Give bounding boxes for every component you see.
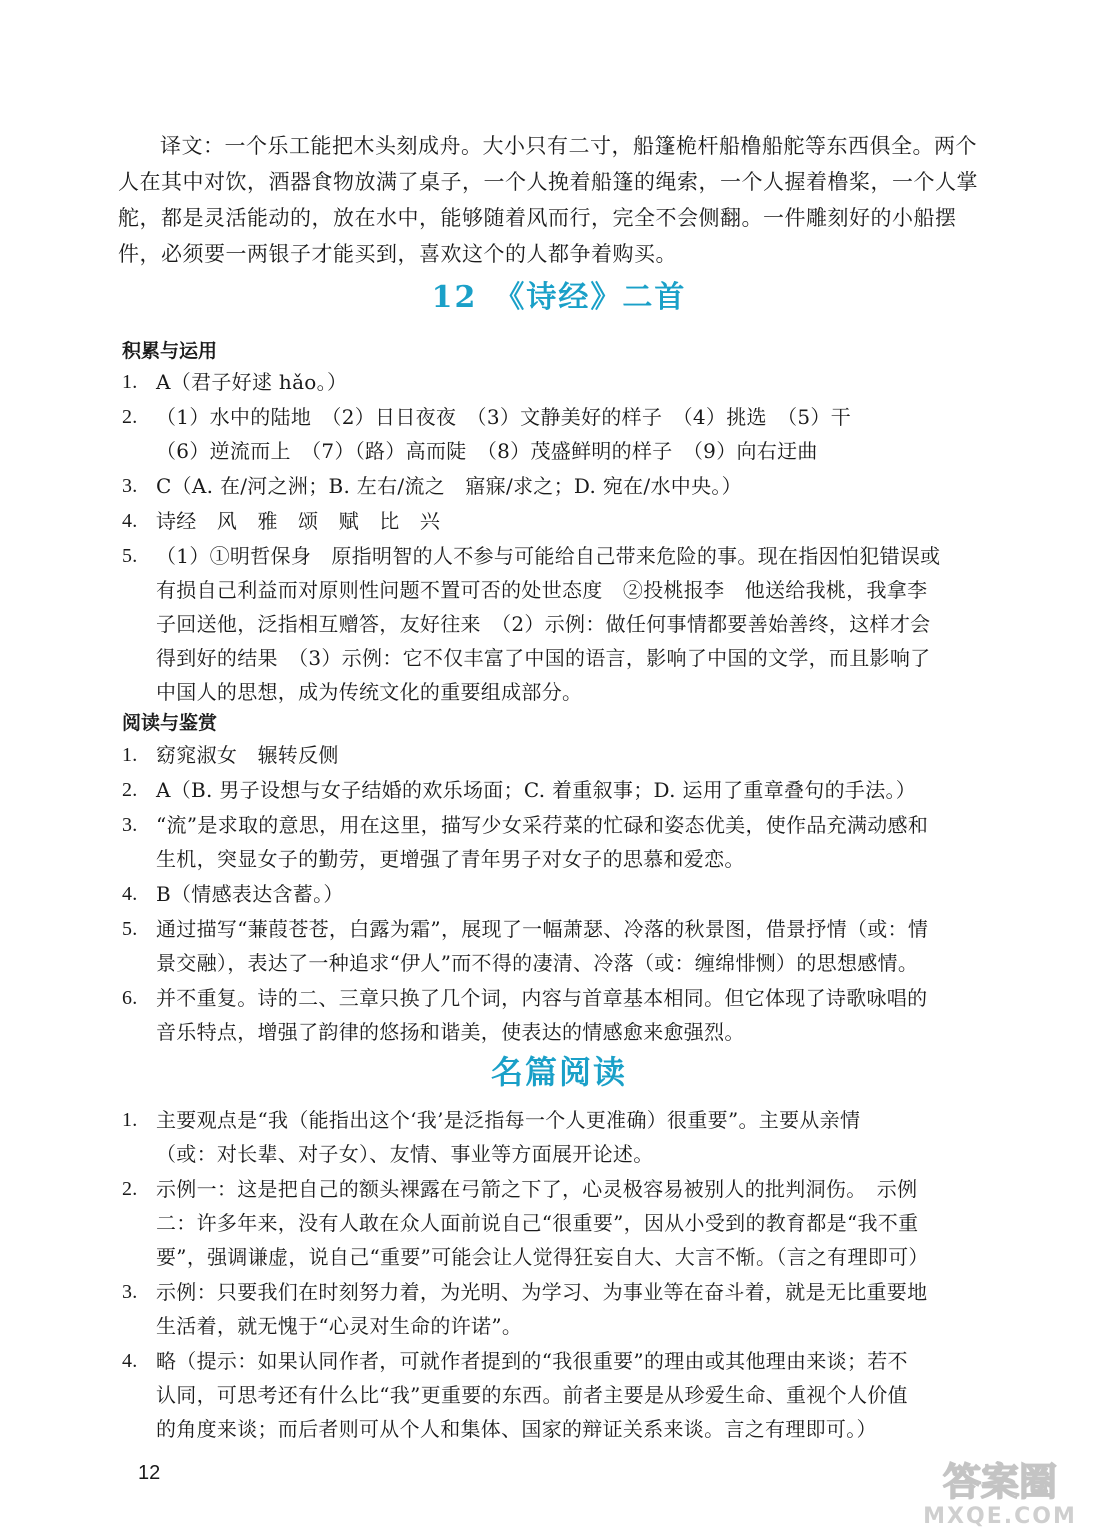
answer-text-line: 音乐特点，增强了韵律的悠扬和谐美，使表达的情感愈来愈强烈。 — [156, 1020, 745, 1044]
answer-number: 2. — [122, 779, 138, 801]
answer-text-line: 诗经 风 雅 颂 赋 比 兴 — [156, 509, 441, 533]
answer-text-line: B（情感表达含蓄。） — [156, 882, 344, 906]
answer-text-line: 生机，突显女子的勤劳，更增强了青年男子对女子的思慕和爱恋。 — [156, 847, 745, 871]
page-number: 12 — [138, 1462, 161, 1484]
answer-list-famous-reading — [122, 1103, 994, 1447]
answer-text-line: （1）水中的陆地 （2）日日夜夜 （3）文静美好的样子 （4）挑选 （5）干 — [156, 405, 852, 429]
answer-item — [122, 365, 994, 399]
watermark-line2: MXQE.COM — [923, 1504, 1077, 1527]
answer-number: 3. — [122, 814, 138, 836]
answer-number: 1. — [122, 1109, 138, 1131]
answer-list-reading — [122, 738, 994, 1050]
answer-text-line: 并不重复。诗的二、三章只换了几个词，内容与首章基本相同。但它体现了诗歌咏唱的 — [156, 986, 928, 1010]
answer-number: 5. — [122, 918, 138, 940]
answer-item — [122, 738, 994, 772]
answer-item — [122, 1172, 994, 1274]
answer-text-line: 中国人的思想，成为传统文化的重要组成部分。 — [156, 680, 583, 704]
answer-text-line: “流”是求取的意思，用在这里，描写少女采荇菜的忙碌和姿态优美，使作品充满动感和 — [156, 813, 929, 837]
answer-text-line: 的角度来谈；而后者则可从个人和集体、国家的辩证关系来谈。言之有理即可。） — [156, 1417, 877, 1441]
answer-number: 4. — [122, 510, 138, 532]
answer-text-line: 主要观点是“我（能指出这个‘我’是泛指每一个人更准确）很重要”。主要从亲情 — [156, 1108, 861, 1132]
watermark-logo — [890, 1455, 1102, 1527]
section-title-12: 12 《诗经》二首 — [431, 280, 687, 315]
translation-paragraph: 译文：一个乐工能把木头刻成舟。大小只有二寸，船篷桅杆船橹船舵等东西俱全。两个人在其中对饮，酒器食物放满了桌子，一个人挽着船篷的绳索，一个人握着橹桨，一个人掌舵，都是灵活能动的，放在水中，能够随着风而行，完全不会侧翻。一件雕刻好的小船摆件，必须要一两银子才能买到，喜欢这个的人都争着购买。 — [118, 134, 978, 266]
answer-item — [122, 912, 994, 980]
answer-item — [122, 981, 994, 1049]
answer-number: 3. — [122, 475, 138, 497]
answer-number: 2. — [122, 406, 138, 428]
answer-text-line: 略（提示：如果认同作者，可就作者提到的“我很重要”的理由或其他理由来谈；若不 — [156, 1349, 908, 1373]
answer-item — [122, 1103, 994, 1171]
answer-text-line: 景交融），表达了一种追求“伊人”而不得的凄清、冷落（或：缠绵悱恻）的思想感情。 — [156, 951, 919, 975]
answer-list-accumulation — [122, 365, 994, 710]
answer-text-line: 二：许多年来，没有人敢在众人面前说自己“很重要”，因从小受到的教育都是“我不重 — [156, 1211, 919, 1235]
answer-text-line: （1）①明哲保身 原指明智的人不参与可能给自己带来危险的事。现在指因怕犯错误或 — [156, 544, 941, 568]
answer-text-line: A（B. 男子设想与女子结婚的欢乐场面；C. 着重叙事；D. 运用了重章叠句的手法。） — [156, 778, 917, 802]
answer-text-line: 生活着，就无愧于“心灵对生命的许诺”。 — [156, 1314, 523, 1338]
answer-item — [122, 539, 994, 709]
answer-text-line: A（君子好逑 hǎo。） — [156, 370, 348, 394]
answer-item — [122, 1344, 994, 1446]
answer-text-line: 示例：只要我们在时刻努力着，为光明、为学习、为事业等在奋斗着，就是无比重要地 — [156, 1280, 928, 1304]
answer-number: 4. — [122, 1350, 138, 1372]
answer-item — [122, 808, 994, 876]
answer-text-line: 子回送他，泛指相互赠答，友好往来 （2）示例：做任何事情都要善始善终，这样才会 — [156, 612, 931, 636]
answer-item — [122, 1275, 994, 1343]
answer-number: 4. — [122, 883, 138, 905]
answer-text-line: 窈窕淑女 辗转反侧 — [156, 743, 339, 767]
subheading-reading: 阅读与鉴赏 — [122, 712, 218, 734]
answer-number: 2. — [122, 1178, 138, 1200]
answer-item — [122, 469, 994, 503]
answer-number: 5. — [122, 545, 138, 567]
answer-item — [122, 400, 994, 468]
watermark-line1: 答案圈 — [942, 1460, 1058, 1504]
subheading-accumulation: 积累与运用 — [122, 340, 218, 362]
answer-number: 3. — [122, 1281, 138, 1303]
answer-item — [122, 773, 994, 807]
answer-number: 1. — [122, 371, 138, 393]
answer-number: 1. — [122, 744, 138, 766]
answer-number: 6. — [122, 987, 138, 1009]
answer-text-line: 示例一：这是把自己的额头裸露在弓箭之下了，心灵极容易被别人的批判洞伤。 示例 — [156, 1177, 918, 1201]
answer-text-line: （6）逆流而上 （7）（路）高而陡 （8）茂盛鲜明的样子 （9）向右迂曲 — [156, 439, 818, 463]
answer-text-line: 通过描写“蒹葭苍苍，白露为霜”，展现了一幅萧瑟、冷落的秋景图，借景抒情（或：情 — [156, 917, 929, 941]
answer-text-line: 得到好的结果 （3）示例：它不仅丰富了中国的语言，影响了中国的文学，而且影响了 — [156, 646, 931, 670]
section-title-famous-reading: 名篇阅读 — [490, 1053, 627, 1091]
answer-text-line: 要”，强调谦虚，说自己“重要”可能会让人觉得狂妄自大、大言不惭。（言之有理即可） — [156, 1245, 929, 1269]
answer-text-line: C（A. 在/河之洲；B. 左右/流之 寤寐/求之；D. 宛在/水中央。） — [156, 474, 742, 498]
answer-text-line: 有损自己利益而对原则性问题不置可否的处世态度 ②投桃报李 他送给我桃，我拿李 — [156, 578, 928, 602]
answer-text-line: 认同，可思考还有什么比“我”更重要的东西。前者主要是从珍爱生命、重视个人价值 — [156, 1383, 908, 1407]
answer-item — [122, 877, 994, 911]
answer-text-line: （或：对长辈、对子女）、友情、事业等方面展开论述。 — [156, 1142, 654, 1166]
answer-item — [122, 504, 994, 538]
